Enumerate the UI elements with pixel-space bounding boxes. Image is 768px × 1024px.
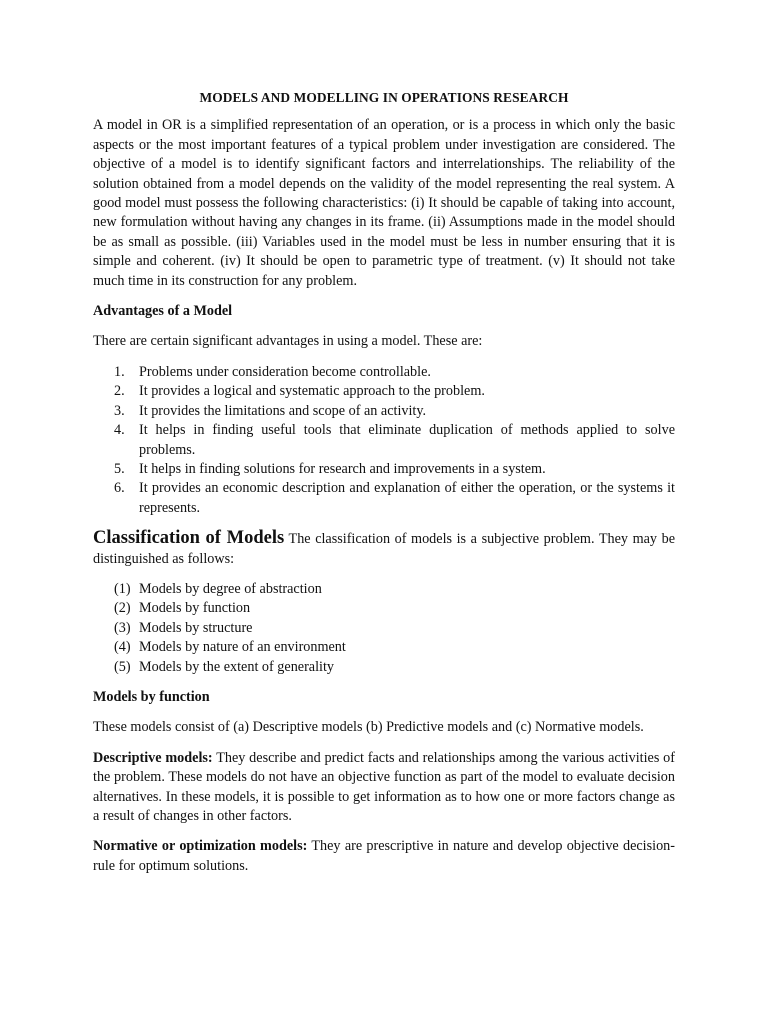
list-marker: (5): [114, 658, 131, 675]
intro-paragraph: A model in OR is a simplified representation of an operation, or is a process in which only the basic aspects or the most important features of a typical problem under investigation are considered. The objective of a model is to identify significant factors and interrelationships. The reliability of the solution obtained from a model depends on the validity of the model representing the real system. A good model must possess the following characteristics: (i) It should be capable of taking into account, new formulation without having any changes in its frame. (ii) Assumptions made in the model should be as small as possible. (iii) Variables used in the model must be less in number ensuring that it is simple and coherent. (iv) It should be open to parametric type of treatment. (v) It should not take much time in its construction for any problem.: [93, 117, 675, 289]
list-item-text: Models by degree of abstraction: [139, 580, 322, 597]
list-item-text: Models by the extent of generality: [139, 658, 335, 675]
list-marker: 2.: [114, 383, 125, 400]
advantages-list: [93, 363, 675, 518]
classification-text: The classification of models is a subjective problem. They may be distinguished as follows:: [93, 531, 675, 567]
list-item: [93, 363, 675, 382]
list-item: [93, 460, 675, 479]
descriptive-models-paragraph: [93, 749, 675, 827]
list-item-text: Models by structure: [139, 619, 253, 636]
list-marker: (1): [114, 580, 131, 597]
list-item: [93, 638, 675, 657]
advantages-lead: There are certain significant advantages in using a model. These are:: [93, 333, 483, 350]
classification-heading: Classification of Models: [93, 528, 285, 549]
normative-models-label: Normative or optimization models:: [93, 838, 308, 855]
list-item: [93, 580, 675, 599]
list-item-text: It provides an economic description and explanation of either the operation, or the systems it represents.: [139, 480, 675, 516]
list-item-text: It helps in finding solutions for research and improvements in a system.: [139, 460, 546, 477]
classification-list: [93, 580, 675, 677]
normative-models-text: They are prescriptive in nature and develop objective decision-rule for optimum solutions.: [93, 838, 675, 874]
list-marker: (4): [114, 639, 131, 656]
list-item: [93, 599, 675, 618]
list-marker: 3.: [114, 402, 125, 419]
list-marker: 6.: [114, 480, 125, 497]
list-item: [93, 382, 675, 401]
models-by-function-paragraph: These models consist of (a) Descriptive models (b) Predictive models and (c) Normative models.: [93, 719, 644, 736]
list-item: [93, 479, 675, 518]
document-title: MODELS AND MODELLING IN OPERATIONS RESEARCH: [199, 90, 569, 105]
list-item-text: Models by nature of an environment: [139, 639, 346, 656]
list-item: [93, 658, 675, 677]
list-marker: (3): [114, 619, 131, 636]
normative-models-paragraph: [93, 837, 675, 876]
descriptive-models-label: Descriptive models:: [93, 749, 213, 766]
list-marker: 4.: [114, 422, 125, 439]
list-marker: 1.: [114, 363, 125, 380]
list-item: [93, 619, 675, 638]
list-item-text: It provides a logical and systematic approach to the problem.: [139, 383, 485, 400]
list-item-text: Problems under consideration become controllable.: [139, 363, 431, 380]
descriptive-models-text: They describe and predict facts and relationships among the various activities of the problem. These models do not have an objective function as part of the model to evaluate decision alternatives. In these models, it is possible to get information as to how one or more factors change as a result of changes in other factors.: [93, 749, 675, 824]
list-item-text: It provides the limitations and scope of an activity.: [139, 402, 427, 419]
list-marker: (2): [114, 600, 131, 617]
list-item: [93, 402, 675, 421]
list-item: [93, 421, 675, 460]
advantages-heading: Advantages of a Model: [93, 303, 233, 320]
classification-paragraph: [93, 529, 675, 569]
models-by-function-heading: Models by function: [93, 688, 210, 705]
list-item-text: It helps in finding useful tools that eliminate duplication of methods applied to solve problems.: [139, 422, 675, 458]
list-marker: 5.: [114, 460, 125, 477]
list-item-text: Models by function: [139, 600, 251, 617]
document-page: [93, 88, 675, 887]
